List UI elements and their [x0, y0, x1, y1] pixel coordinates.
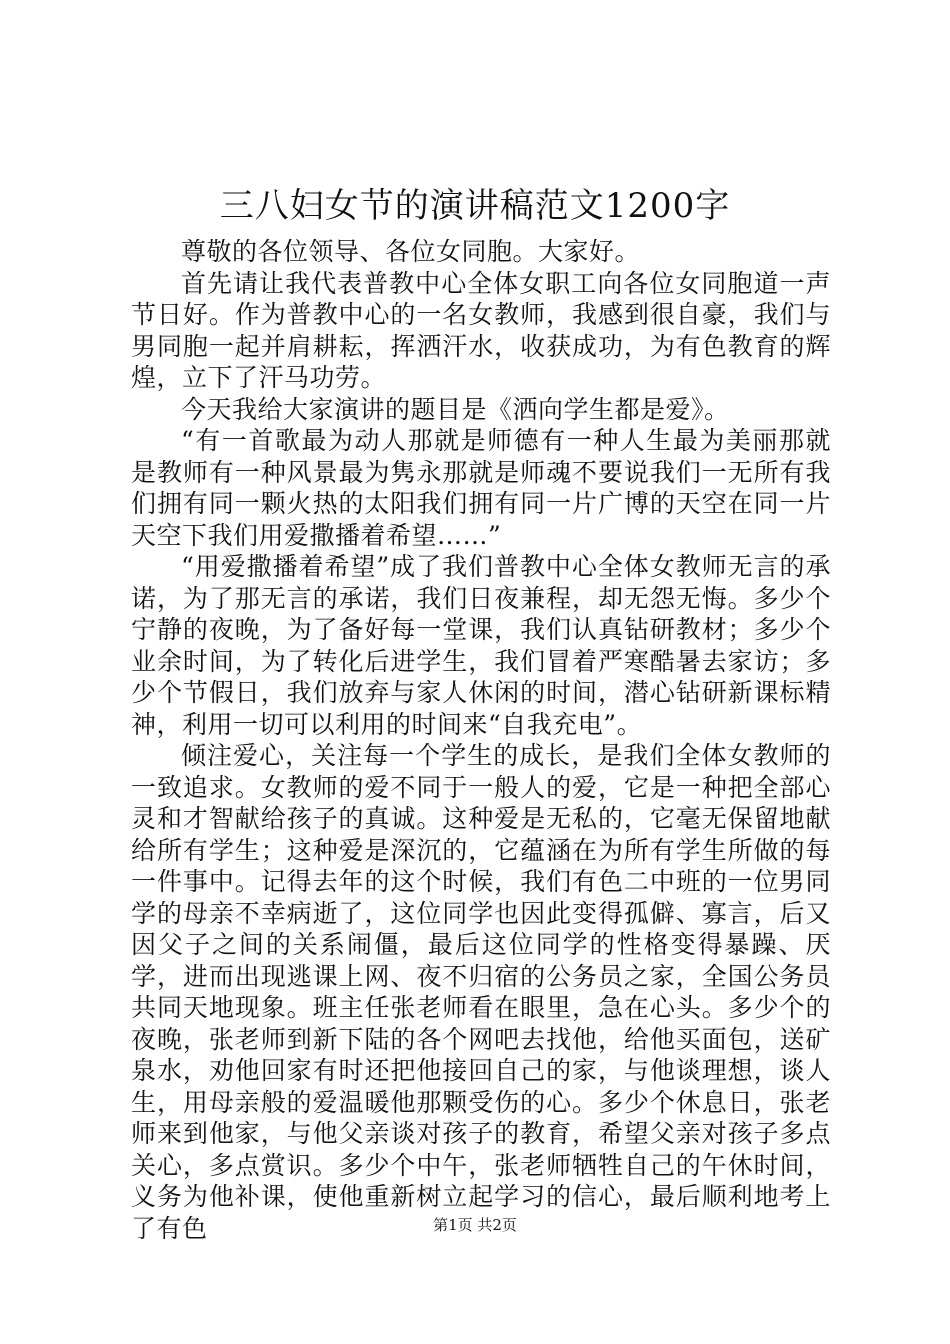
page-footer: 第1页 共2页 — [433, 1216, 517, 1234]
document-body — [131, 236, 831, 1244]
paragraph-topic: 今天我给大家演讲的题目是《洒向学生都是爱》。 — [181, 394, 730, 424]
paragraph-quote: “有一首歌最为动人那就是师德有一种人生最为美丽那就是教师有一种风景最为隽永那就是师魂不要说我们一无所有我们拥有同一颗火热的太阳我们拥有同一片广博的天空在同一片天空下我们用爱撒播着希望……” — [131, 426, 831, 550]
paragraph-opening: 首先请让我代表普教中心全体女职工向各位女同胞道一声节日好。作为普教中心的一名女教师，我感到很自豪，我们与男同胞一起并肩耕耘，挥洒汗水，收获成功，为有色教育的辉煌，立下了汗马功劳。 — [131, 268, 831, 392]
paragraph-greeting: 尊敬的各位领导、各位女同胞。大家好。 — [181, 237, 641, 266]
paragraph-promise: “用爱撒播着希望”成了我们普教中心全体女教师无言的承诺，为了那无言的承诺，我们日夜兼程，却无怨无悔。多少个宁静的夜晚，为了备好每一堂课，我们认真钻研教材；多少个业余时间，为了转化后进学生，我们冒着严寒酷暑去家访；多少个节假日，我们放弃与家人休闲的时间，潜心钻研新课标精神，利用一切可以利用的时间来“自我充电”。 — [131, 552, 831, 739]
paragraph-story: 倾注爱心，关注每一个学生的成长，是我们全体女教师的一致追求。女教师的爱不同于一般人的爱，它是一种把全部心灵和才智献给孩子的真诚。这种爱是无私的，它毫无保留地献给所有学生；这种爱是深沉的，它蕴涵在为所有学生所做的每一件事中。记得去年的这个时候，我们有色二中班的一位男同学的母亲不幸病逝了，这位同学也因此变得孤僻、寡言，后又因父子之间的关系闹僵，最后这位同学的性格变得暴躁、厌学，进而出现逃课上网、夜不归宿的公务员之家，全国公务员共同天地现象。班主任张老师看在眼里，急在心头。多少个的夜晚，张老师到新下陆的各个网吧去找他，给他买面包，送矿泉水，劝他回家有时还把他接回自己的家，与他谈理想，谈人生，用母亲般的爱温暖他那颗受伤的心。多少个休息日，张老师来到他家，与他父亲谈对孩子的教育，希望父亲对孩子多点关心，多点赏识。多少个中午，张老师牺牲自己的午休时间，义务为他补课，使他重新树立起学习的信心，最后顺利地考上了有色 — [131, 741, 831, 1243]
document-title: 三八妇女节的演讲稿范文1200字 — [219, 186, 731, 226]
